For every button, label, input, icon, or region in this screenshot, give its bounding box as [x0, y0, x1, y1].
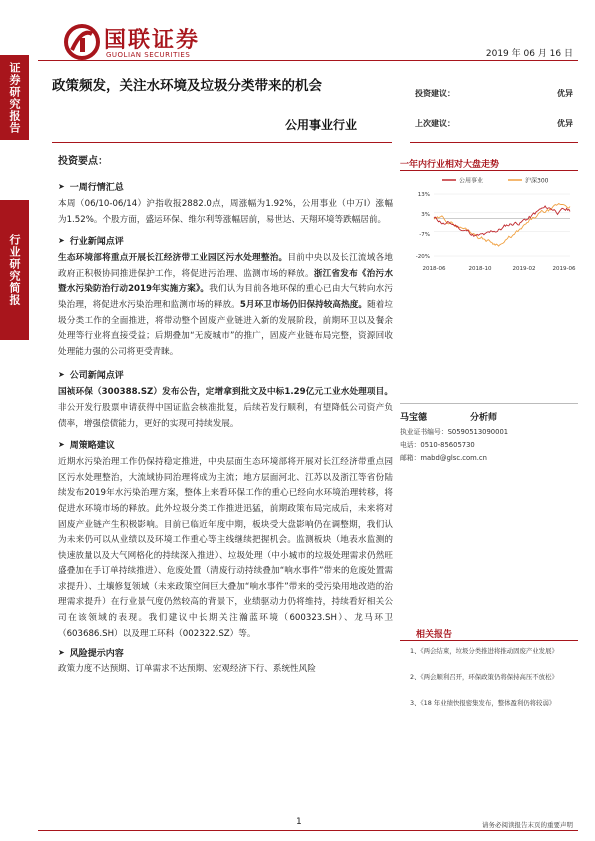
analyst-email: 邮箱：mabd@glsc.com.cn — [400, 454, 487, 462]
summary-heading: 投资要点： — [58, 156, 108, 167]
arrow-right-icon: ➤ — [58, 182, 65, 191]
related-item[interactable]: 3、《18 年业绩快报密集发布，整体盈利仍将较弱》 — [410, 699, 556, 707]
logo-cn: 国联证券 — [104, 27, 201, 53]
related-heading: 相关报告 — [416, 630, 453, 640]
section-paragraph — [58, 251, 393, 360]
related-item[interactable]: 2、《两会顺利召开，环保政策仍将保持高压不放松》 — [410, 673, 558, 681]
industry-name: 公用事业行业 — [285, 118, 358, 132]
summary-body — [58, 172, 393, 678]
arrow-right-icon: ➤ — [58, 440, 65, 450]
related-item[interactable]: 1、《两会结束，垃圾分类推进将推动固废产业发展》 — [410, 647, 558, 655]
prev-value: 优异 — [557, 118, 573, 128]
analyst-role: 分析师 — [470, 413, 498, 423]
page-number: 1 — [296, 817, 302, 827]
x-tick-label: 2018-10 — [468, 266, 492, 272]
legend-label-1: 沪深300 — [525, 177, 549, 185]
analyst-phone: 电话：0510-85605730 — [400, 441, 475, 449]
chart-plot-area — [434, 194, 570, 256]
section-heading — [58, 438, 393, 451]
y-tick-label: 3% — [421, 212, 430, 218]
section-heading-text: 行业新闻点评 — [69, 237, 124, 248]
section-paragraph — [58, 385, 393, 432]
section-heading — [58, 368, 393, 381]
news-text: 随着垃圾分类工作的全面推进，将带动整个固废产业链进入新的发展阶段，前期环卫以及餐余处理等行业将直接受益；后期叠加“无废城市”的推广，固废产业链布局完整，资源回收处理能力强的公司将更受青睐。 — [58, 299, 393, 357]
section-heading-text: 风险提示内容 — [69, 649, 124, 660]
arrow-right-icon: ➤ — [58, 236, 65, 246]
y-tick-label: -20% — [415, 254, 430, 260]
company-lead: 国祯环保（300388.SZ）发布公告，定增拿到批文及中标1.29亿元工业水处理项目。 — [58, 387, 393, 398]
series-line-hs300 — [434, 204, 570, 247]
news-text: 我们认为目前各地环保的重心已由大气转向水污染治理，将促进水污染治理和监测市场的释放。 — [58, 284, 393, 310]
chart-title-divider — [400, 170, 578, 171]
x-tick-label: 2019-06 — [552, 266, 576, 272]
rating-divider — [410, 142, 578, 143]
section-paragraph: 近期水污染治理工作仍保持稳定推进，中央层面生态环境部将开展对长江经济带重点园区污水处理整治，大流域协同治理将成为主流；地方层面河北、江苏以及浙江等省份陆续发布2019年水污染治理方案，整体上来看环保工作的重心已经向水环境治理转移，将促进水环境市场的释放。此外垃圾分类工作推进迅猛，前期政策布局完成后，未来将对固废产业链产生积极影响。目前已临近年度中期，板块受大盘影响仍在调整期，我们认为未来仍可以从业绩以及环境工作重心等主线继续把握机会。监测板块（地表水监测的快速放量以及大气网格化的持续深入推进）、垃圾处理（中小城市的垃圾处理需求仍然旺盛叠加在手订单持续推进）、危废处置（清废行动持续叠加“响水事件”带来的危废处置需求提升）、土壤修复领域（未来政策空间巨大叠加“响水事件”带来的受污染用地改造的治理需求提升）在行业景气度仍然较高的背景下，业绩驱动力仍将维持，持续看好相关公司在该领域的表现。我们建议中长期关注瀚蓝环境（600323.SH）、龙马环卫（603686.SH）以及理工环科（002322.SZ）等。 — [58, 457, 393, 639]
sidebar-report-subtype: 行业研究简报 — [0, 200, 29, 340]
x-ticks — [423, 266, 576, 272]
news-lead: 浙江省发布《治污水暨水污染防治行动2019年实施方案》。 — [58, 268, 393, 295]
report-title: 政策频发，关注水环境及垃圾分类带来的机会 — [52, 78, 322, 94]
legend-label-0: 公用事业 — [459, 177, 484, 185]
section-heading-text: 周策略建议 — [69, 441, 115, 452]
section-heading — [58, 234, 393, 247]
section-heading — [58, 646, 393, 659]
sidebar — [0, 0, 29, 841]
news-lead: 生态环境部将重点开展长江经济带工业园区污水处理整治。 — [58, 253, 288, 264]
report-date: 2019 年 06 月 16 日 — [485, 49, 573, 59]
y-ticks — [416, 192, 430, 260]
prev-label: 上次建议： — [415, 118, 455, 128]
sidebar-report-type: 证券研究报告 — [0, 55, 29, 140]
title-divider — [52, 142, 392, 143]
x-tick-label: 2019-02 — [512, 266, 536, 272]
header-divider — [38, 60, 578, 61]
section-heading — [58, 180, 393, 193]
logo-emblem-icon — [64, 24, 100, 60]
section-heading-text: 公司新闻点评 — [69, 371, 124, 382]
section-paragraph: 政策力度不达预期、订单需求不达预期、宏观经济下行、系统性风险 — [58, 664, 316, 675]
section-heading-text: 一周行情汇总 — [69, 183, 124, 193]
logo-en: GUOLIAN SECURITIES — [106, 51, 191, 59]
related-divider — [400, 640, 578, 641]
relative-performance-chart — [400, 172, 578, 274]
disclaimer: 请务必阅读报告末页的重要声明 — [482, 821, 573, 829]
logo — [64, 22, 234, 64]
news-text: 目前中央以及长江流域各地政府正积极协同推进保护工作，将促进污治理、监测市场的释放。 — [58, 253, 393, 279]
chart-title: 一年内行业相对大盘走势 — [400, 160, 500, 170]
invest-label: 投资建议： — [415, 88, 455, 98]
y-tick-label: -7% — [419, 232, 430, 238]
arrow-right-icon: ➤ — [58, 648, 65, 658]
footer-divider — [38, 830, 578, 831]
legend — [442, 177, 549, 185]
analyst-divider — [400, 403, 578, 404]
section-paragraph: 本周（06/10-06/14）沪指收报2882.0点，周涨幅为1.92%，公用事业（中万Ⅰ）涨幅为1.52%。个股方面，盛运环保、维尔利等涨幅居前，易世达、天翔环境等跌幅居前。 — [58, 199, 393, 225]
company-text: 非公开发行股票申请获得中国证监会核准批复，后续若发行顺利，有望降低公司资产负债率，增强偿债能力，更好的实现可持续发展。 — [58, 402, 393, 429]
x-tick-label: 2018-06 — [422, 266, 446, 272]
analyst-name: 马宝德 — [400, 413, 428, 423]
y-tick-label: 13% — [417, 192, 430, 198]
invest-value: 优异 — [557, 88, 573, 98]
arrow-right-icon: ➤ — [58, 370, 65, 380]
news-lead: 5月环卫市场仍旧保持较高热度。 — [239, 299, 368, 310]
analyst-cert: 执业证书编号：S0590513090001 — [400, 428, 509, 436]
